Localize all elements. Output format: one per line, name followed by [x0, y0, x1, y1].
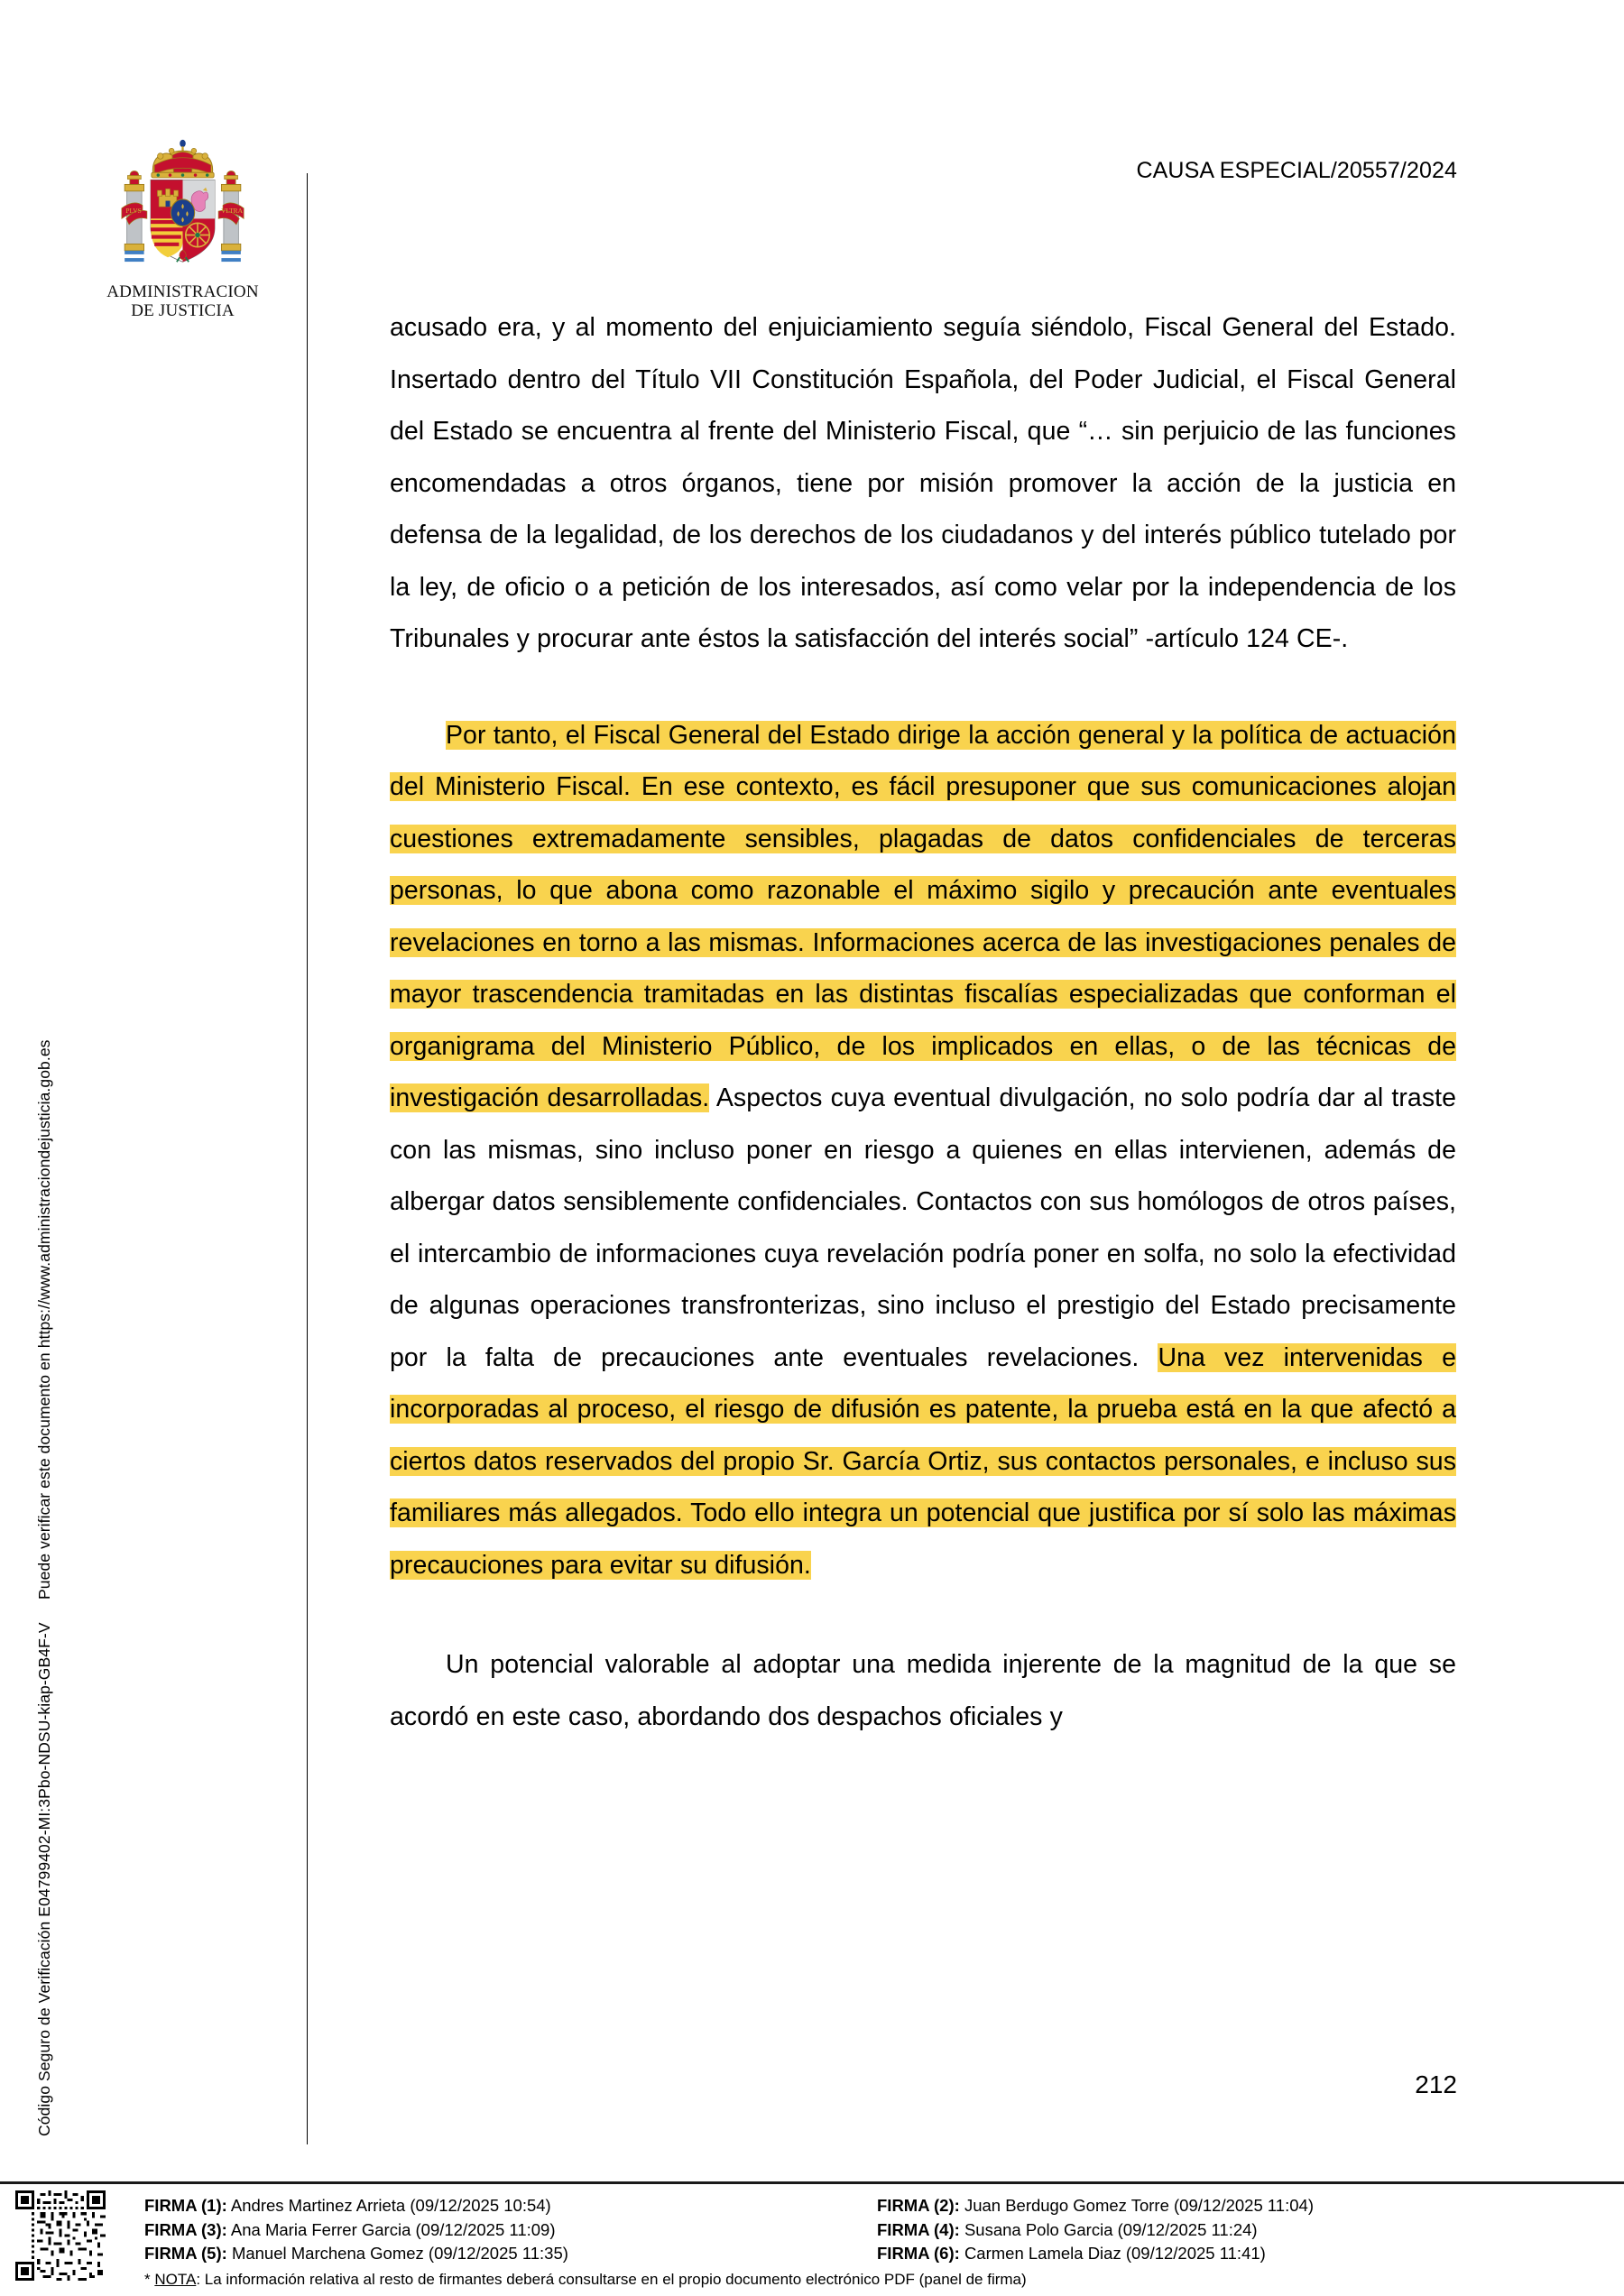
- spain-coat-of-arms-icon: [108, 131, 257, 280]
- signature-1: [144, 2194, 877, 2218]
- qr-code-icon: [15, 2190, 106, 2281]
- paragraph-3: [390, 1639, 1456, 1743]
- signature-5: [144, 2242, 877, 2266]
- page-number: 212: [1415, 2070, 1457, 2098]
- document-body: [390, 302, 1456, 1743]
- signature-1-value: Andres Martinez Arrieta (09/12/2025 10:54): [230, 2196, 551, 2215]
- signature-2: [877, 2194, 1314, 2218]
- note-prefix: *: [144, 2270, 155, 2288]
- signature-row: [144, 2242, 1606, 2266]
- emblem-caption: [72, 283, 293, 320]
- signature-3: [144, 2218, 877, 2243]
- signature-1-label: FIRMA (1):: [144, 2196, 227, 2215]
- paragraph-highlighted: [390, 710, 1456, 1592]
- signature-5-label: FIRMA (5):: [144, 2244, 227, 2263]
- emblem-caption-line1: ADMINISTRACION: [106, 282, 259, 301]
- footer-note: [144, 2271, 1606, 2289]
- highlight-segment-2: Una vez intervenidas e incorporadas al proceso, el riesgo de difusión es patente, la prueba está en la que afectó a ciertos datos reservados del propio Sr. García Ortiz, sus contactos personales, e incluso sus familiares más allegados. Todo ello integra un potencial que justifica por sí solo las máximas precauciones para evitar su difusión.: [390, 1342, 1457, 1580]
- signature-5-value: Manuel Marchena Gomez (09/12/2025 11:35): [231, 2244, 568, 2263]
- signature-6: [877, 2242, 1266, 2266]
- signature-2-value: Juan Berdugo Gomez Torre (09/12/2025 11:04): [964, 2196, 1314, 2215]
- svg-text:VLTRA: VLTRA: [220, 206, 243, 215]
- paragraph-continuation: [390, 302, 1456, 666]
- signature-4-label: FIRMA (4):: [877, 2219, 960, 2239]
- signature-6-label: FIRMA (6):: [877, 2244, 960, 2263]
- verification-code-text: Código Seguro de Verificación E04799402-MI:3Pbo-NDSU-kiap-GB4F-V: [35, 1622, 53, 2136]
- plain-segment-1: Aspectos cuya eventual divulgación, no solo podría dar al traste con las mismas, sino incluso poner en riesgo a quienes en ellas intervienen, además de albergar datos sensiblemente confidenciales. Contactos con sus homólogos de otros países, el intercambio de informaciones cuya revelación podría poner en solfa, no solo la efectividad de algunas operaciones transfronterizas, sino incluso el prestigio del Estado precisamente por la falta de precauciones ante eventuales revelaciones.: [390, 1083, 1456, 1372]
- signature-6-value: Carmen Lamela Diaz (09/12/2025 11:41): [964, 2244, 1266, 2263]
- svg-text:PLVS: PLVS: [125, 206, 142, 215]
- footer-divider: [0, 2181, 1624, 2184]
- margin-divider: [307, 173, 308, 2144]
- highlight-segment-1: Por tanto, el Fiscal General del Estado dirige la acción general y la política de actuación del Ministerio Fiscal. En ese contexto, es fácil presuponer que sus comunicaciones alojan cuestiones extremadamente sensibles, plagadas de datos confidenciales de terceras personas, lo que abona como razonable el máximo sigilo y precaución ante eventuales revelaciones en torno a las mismas. Informaciones acerca de las investigaciones penales de mayor trascendencia tramitadas en las distintas fiscalías especializadas que conforman el organigrama del Ministerio Público, de los implicados en ellas, o de las técnicas de investigación desarrolladas.: [390, 720, 1456, 1112]
- signature-4-value: Susana Polo Garcia (09/12/2025 11:24): [964, 2219, 1258, 2239]
- case-reference-header: CAUSA ESPECIAL/20557/2024: [1136, 158, 1457, 183]
- signature-row: [144, 2218, 1606, 2243]
- verification-side-strip: [0, 0, 58, 2165]
- emblem-caption-line2: DE JUSTICIA: [131, 300, 235, 320]
- signature-3-label: FIRMA (3):: [144, 2219, 227, 2239]
- signature-4: [877, 2218, 1258, 2243]
- signature-grid: [144, 2194, 1606, 2266]
- signature-3-value: Ana Maria Ferrer Garcia (09/12/2025 11:09): [230, 2219, 556, 2239]
- verification-url-text: Puede verificar este documento en https://www.administraciondejusticia.gob.es: [35, 1039, 53, 1600]
- coat-of-arms-block: [72, 131, 293, 320]
- note-keyword: NOTA: [154, 2270, 197, 2288]
- signature-footer: [144, 2194, 1606, 2289]
- paragraph-3-text: Un potencial valorable al adoptar una medida injerente de la magnitud de la que se acordó en este caso, abordando dos despachos oficiales y: [390, 1650, 1456, 1731]
- signature-2-label: FIRMA (2):: [877, 2196, 960, 2215]
- paragraph-1-text: acusado era, y al momento del enjuiciamiento seguía siéndolo, Fiscal General del Estado. Insertado dentro del Título VII Constitución Española, del Poder Judicial, el Fiscal General del Estado se encuentra al frente del Ministerio Fiscal, que “… sin perjuicio de las funciones encomendadas a otros órganos, tiene por misión promover la acción de la justicia en defensa de la legalidad, de los derechos de los ciudadanos y del interés público tutelado por la ley, de oficio o a petición de los interesados, así como velar por la independencia de los Tribunales y procurar ante éstos la satisfacción del interés social” -artículo 124 CE-.: [390, 313, 1456, 653]
- note-text: : La información relativa al resto de firmantes deberá consultarse en el propio documento electrónico PDF (panel de firma): [196, 2270, 1027, 2288]
- signature-row: [144, 2194, 1606, 2218]
